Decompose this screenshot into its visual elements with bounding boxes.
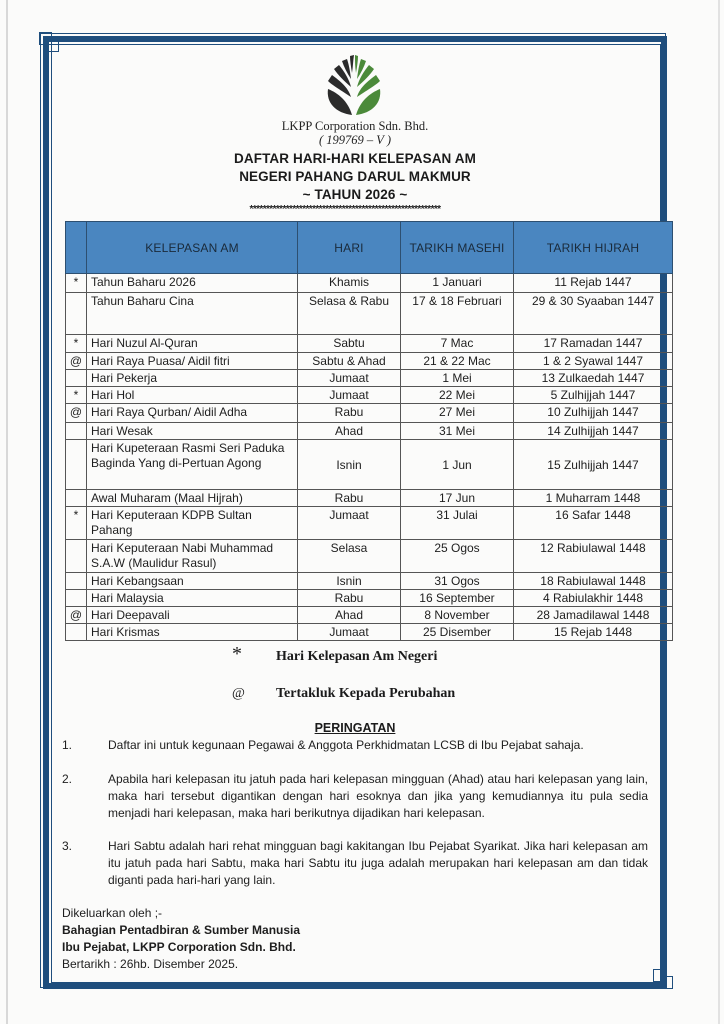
holiday-gregorian-date: 31 Ogos xyxy=(401,573,514,590)
holiday-hijri-date: 12 Rabiulawal 1448 xyxy=(514,540,673,573)
table-row xyxy=(66,590,673,607)
company-registration: ( 199769 – V ) xyxy=(319,133,391,147)
note-text: Hari Sabtu adalah hari rehat mingguan bagi kakitangan Ibu Pejabat Syarikat. Jika hari kelepasan am itu jatuh pada hari Sabtu, maka hari Sabtu itu juga adalah merupakan hari kelepasan am dan tidak diganti pada hari-hari yang lain. xyxy=(108,839,648,887)
row-mark xyxy=(66,573,87,590)
row-mark xyxy=(66,624,87,641)
holiday-name: Hari Nuzul Al-Quran xyxy=(87,335,298,353)
table-row xyxy=(66,507,673,540)
holiday-day: Selasa & Rabu xyxy=(298,293,401,335)
asterisk-divider: ********************************************************** xyxy=(249,204,441,215)
holiday-name: Hari Raya Puasa/ Aidil fitri xyxy=(87,353,298,370)
holiday-day: Isnin xyxy=(298,440,401,490)
holiday-day: Isnin xyxy=(298,573,401,590)
holiday-day: Ahad xyxy=(298,607,401,624)
row-mark: * xyxy=(66,387,87,404)
holiday-table xyxy=(65,221,673,641)
table-row xyxy=(66,490,673,507)
column-header-gregorian-date: TARIKH MASEHI xyxy=(401,222,514,274)
holiday-name: Hari Keputeraan KDPB Sultan Pahang xyxy=(87,507,298,540)
row-mark xyxy=(66,423,87,440)
table-header-row xyxy=(66,222,673,274)
column-header-holiday: KELEPASAN AM xyxy=(87,222,298,274)
holiday-hijri-date: 18 Rabiulawal 1448 xyxy=(514,573,673,590)
holiday-hijri-date: 16 Safar 1448 xyxy=(514,507,673,540)
scan-edge xyxy=(6,0,8,1024)
table-row xyxy=(66,335,673,353)
holiday-hijri-date: 13 Zulkaedah 1447 xyxy=(514,370,673,387)
row-mark: * xyxy=(66,507,87,540)
row-mark xyxy=(66,370,87,387)
holiday-gregorian-date: 17 & 18 Februari xyxy=(401,293,514,335)
note-text: Apabila hari kelepasan itu jatuh pada hari kelepasan mingguan (Ahad) atau hari kelepasan yang lain, maka hari tersebut digantikan dengan hari esoknya dan jika yang kemudiannya itu pula sedia menjadi hari kelepasan, maka hari berikutnya dijadikan hari kelepasan. xyxy=(108,772,648,820)
row-mark xyxy=(66,490,87,507)
table-row xyxy=(66,573,673,590)
holiday-day: Ahad xyxy=(298,423,401,440)
holiday-hijri-date: 1 & 2 Syawal 1447 xyxy=(514,353,673,370)
document-page xyxy=(52,45,658,980)
holiday-hijri-date: 28 Jamadilawal 1448 xyxy=(514,607,673,624)
holiday-hijri-date: 11 Rejab 1447 xyxy=(514,274,673,293)
holiday-day: Rabu xyxy=(298,490,401,507)
issue-date: Bertarikh : 26hb. Disember 2025. xyxy=(62,957,239,971)
table-row xyxy=(66,540,673,573)
holiday-name: Hari Kebangsaan xyxy=(87,573,298,590)
holiday-gregorian-date: 27 Mei xyxy=(401,404,514,423)
table-row xyxy=(66,353,673,370)
legend-text: Hari Kelepasan Am Negeri xyxy=(276,649,438,664)
holiday-hijri-date: 14 Zulhijjah 1447 xyxy=(514,423,673,440)
holiday-day: Selasa xyxy=(298,540,401,573)
scan-edge-right xyxy=(718,0,720,1024)
row-mark: @ xyxy=(66,404,87,423)
holiday-gregorian-date: 1 Mei xyxy=(401,370,514,387)
note-number: 2. xyxy=(62,772,73,786)
holiday-name: Hari Krismas xyxy=(87,624,298,641)
at-symbol: @ xyxy=(232,686,245,701)
page-year: ~ TAHUN 2026 ~ xyxy=(302,187,408,202)
issuer-block xyxy=(62,905,300,973)
holiday-gregorian-date: 1 Januari xyxy=(401,274,514,293)
notes-heading: PERINGATAN xyxy=(314,721,396,735)
holiday-name: Hari Wesak xyxy=(87,423,298,440)
holiday-gregorian-date: 21 & 22 Mac xyxy=(401,353,514,370)
holiday-day: Rabu xyxy=(298,404,401,423)
holiday-name: Hari Malaysia xyxy=(87,590,298,607)
holiday-day: Jumaat xyxy=(298,387,401,404)
table-row xyxy=(66,274,673,293)
holiday-gregorian-date: 7 Mac xyxy=(401,335,514,353)
holiday-name: Hari Keputeraan Nabi Muhammad S.A.W (Maulidur Rasul) xyxy=(87,540,298,573)
table-row xyxy=(66,440,673,490)
holiday-hijri-date: 10 Zulhijjah 1447 xyxy=(514,404,673,423)
holiday-hijri-date: 17 Ramadan 1447 xyxy=(514,335,673,353)
note-text: Daftar ini untuk kegunaan Pegawai & Anggota Perkhidmatan LCSB di Ibu Pejabat sahaja. xyxy=(108,738,584,752)
row-mark xyxy=(66,440,87,490)
table-row xyxy=(66,624,673,641)
holiday-gregorian-date: 1 Jun xyxy=(401,440,514,490)
note-number: 3. xyxy=(62,839,73,853)
table-row xyxy=(66,607,673,624)
table-row xyxy=(66,423,673,440)
holiday-hijri-date: 1 Muharram 1448 xyxy=(514,490,673,507)
issuing-department: Bahagian Pentadbiran & Sumber Manusia xyxy=(62,923,301,937)
holiday-name: Hari Pekerja xyxy=(87,370,298,387)
holiday-gregorian-date: 25 Disember xyxy=(401,624,514,641)
holiday-name: Awal Muharam (Maal Hijrah) xyxy=(87,490,298,507)
holiday-gregorian-date: 17 Jun xyxy=(401,490,514,507)
note-number: 1. xyxy=(62,738,73,752)
column-header-day: HARI xyxy=(298,222,401,274)
holiday-day: Jumaat xyxy=(298,370,401,387)
row-mark: @ xyxy=(66,607,87,624)
holiday-name: Tahun Baharu Cina xyxy=(87,293,298,335)
table-row xyxy=(66,293,673,335)
issued-by-label: Dikeluarkan oleh ;- xyxy=(62,906,163,920)
holiday-gregorian-date: 8 November xyxy=(401,607,514,624)
holiday-name: Hari Raya Qurban/ Aidil Adha xyxy=(87,404,298,423)
holiday-gregorian-date: 16 September xyxy=(401,590,514,607)
holiday-hijri-date: 4 Rabiulakhir 1448 xyxy=(514,590,673,607)
leaf-fan-logo-icon xyxy=(322,53,386,117)
row-mark xyxy=(66,540,87,573)
holiday-hijri-date: 15 Rejab 1448 xyxy=(514,624,673,641)
holiday-day: Rabu xyxy=(298,590,401,607)
holiday-gregorian-date: 22 Mei xyxy=(401,387,514,404)
holiday-hijri-date: 5 Zulhijjah 1447 xyxy=(514,387,673,404)
row-mark: * xyxy=(66,274,87,293)
column-header-hijri-date: TARIKH HIJRAH xyxy=(514,222,673,274)
table-row xyxy=(66,404,673,423)
row-mark xyxy=(66,590,87,607)
holiday-day: Sabtu & Ahad xyxy=(298,353,401,370)
holiday-gregorian-date: 31 Julai xyxy=(401,507,514,540)
holiday-name: Hari Deepavali xyxy=(87,607,298,624)
table-row xyxy=(66,387,673,404)
legend-text: Tertakluk Kepada Perubahan xyxy=(276,686,456,701)
page-subtitle: NEGERI PAHANG DARUL MAKMUR xyxy=(239,169,471,184)
note-item xyxy=(62,771,650,822)
note-item xyxy=(62,737,650,754)
table-row xyxy=(66,370,673,387)
holiday-day: Jumaat xyxy=(298,624,401,641)
holiday-day: Sabtu xyxy=(298,335,401,353)
holiday-name: Hari Hol xyxy=(87,387,298,404)
holiday-hijri-date: 15 Zulhijjah 1447 xyxy=(514,440,673,490)
holiday-day: Khamis xyxy=(298,274,401,293)
note-item xyxy=(62,838,650,889)
holiday-gregorian-date: 31 Mei xyxy=(401,423,514,440)
holiday-name: Tahun Baharu 2026 xyxy=(87,274,298,293)
row-mark xyxy=(66,293,87,335)
asterisk-symbol: * xyxy=(232,643,242,665)
holiday-hijri-date: 29 & 30 Syaaban 1447 xyxy=(514,293,673,335)
holiday-day: Jumaat xyxy=(298,507,401,540)
page-title: DAFTAR HARI-HARI KELEPASAN AM xyxy=(234,151,476,166)
column-header-mark xyxy=(66,222,87,274)
issuing-office: Ibu Pejabat, LKPP Corporation Sdn. Bhd. xyxy=(62,940,296,954)
row-mark: * xyxy=(66,335,87,353)
company-name: LKPP Corporation Sdn. Bhd. xyxy=(281,119,429,133)
holiday-name: Hari Kupeteraan Rasmi Seri Paduka Baginda Yang di-Pertuan Agong xyxy=(87,440,298,490)
holiday-gregorian-date: 25 Ogos xyxy=(401,540,514,573)
row-mark: @ xyxy=(66,353,87,370)
